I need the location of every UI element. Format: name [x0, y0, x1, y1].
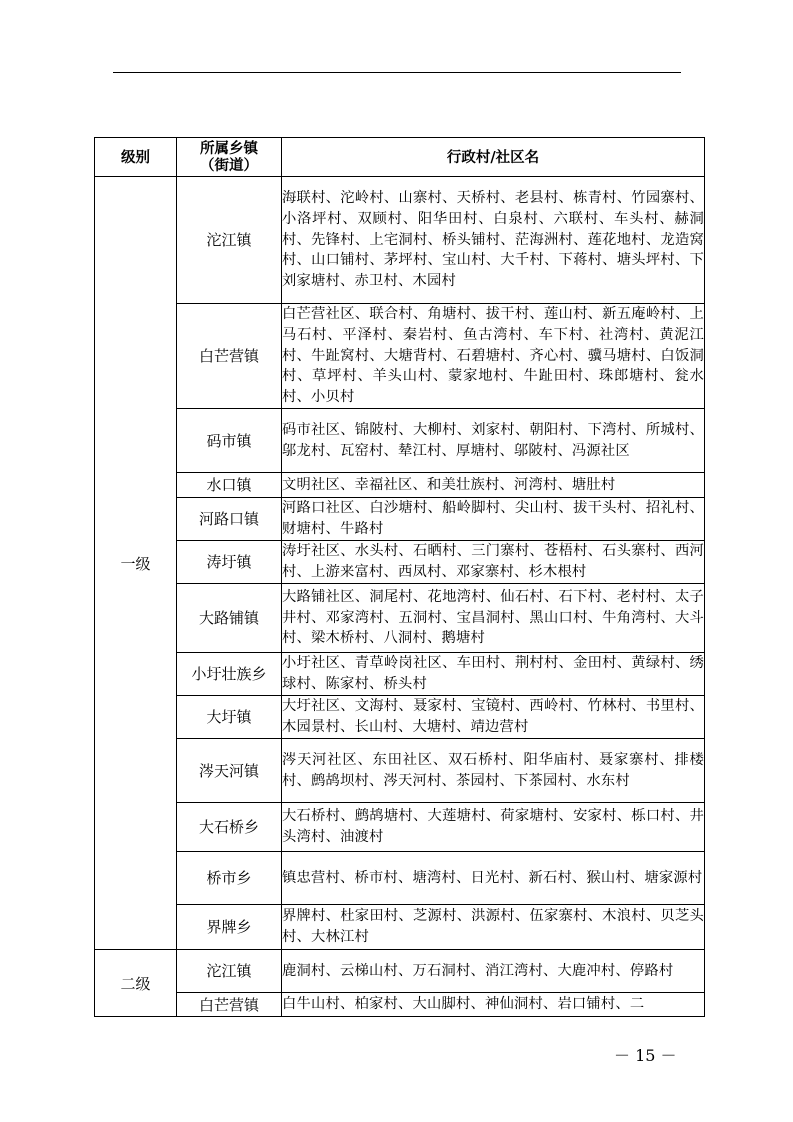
villages-cell: 大路铺社区、洞尾村、花地湾村、仙石村、石下村、老村村、太子井村、邓家湾村、五洞村、宝昌洞村、黑山口村、牛角湾村、大斗村、梁木桥村、八洞村、鹅塘村	[282, 584, 705, 653]
level-cell: 二级	[95, 950, 177, 1017]
town-cell: 河路口镇	[177, 498, 282, 541]
table-row	[95, 852, 705, 905]
villages-cell: 码市社区、锦陂村、大柳村、刘家村、朝阳村、下湾村、所城村、邬龙村、瓦窑村、辇江村、厚塘村、邬陂村、冯源社区	[282, 409, 705, 473]
villages-cell: 白芒营社区、联合村、角塘村、拔干村、莲山村、新五庵岭村、上马石村、平泽村、秦岩村、鱼古湾村、车下村、社湾村、黄泥江村、牛趾窝村、大塘背村、石碧塘村、齐心村、骥马塘村、白饭洞村、草坪村、羊头山村、蒙家地村、牛趾田村、珠郎塘村、瓮水村、小贝村	[282, 304, 705, 409]
town-cell: 沱江镇	[177, 177, 282, 304]
town-cell: 大路铺镇	[177, 584, 282, 653]
table-row	[95, 803, 705, 852]
villages-cell: 海联村、沱岭村、山寨村、天桥村、老县村、栋青村、竹园寨村、小洛坪村、双顾村、阳华田村、白泉村、六联村、车头村、赫洞村、先锋村、上宅洞村、桥头铺村、茫海洲村、莲花地村、龙造窝村、山口铺村、茅坪村、宝山村、大千村、下蒋村、塘头坪村、下刘家塘村、赤卫村、木园村	[282, 177, 705, 304]
page-number: － 15 －	[614, 1046, 677, 1065]
table-row	[95, 409, 705, 473]
villages-cell: 鹿洞村、云梯山村、万石洞村、消江湾村、大鹿冲村、停路村	[282, 950, 705, 993]
table-row	[95, 653, 705, 696]
table-row	[95, 498, 705, 541]
table-row	[95, 905, 705, 950]
villages-cell: 涔天河社区、东田社区、双石桥村、阳华庙村、聂家寨村、排楼村、鹧鸪坝村、涔天河村、茶园村、下茶园村、水东村	[282, 739, 705, 803]
level-cell: 一级	[95, 177, 177, 950]
table-row	[95, 473, 705, 498]
table-header-row	[95, 138, 705, 177]
town-cell: 界牌乡	[177, 905, 282, 950]
town-cell: 码市镇	[177, 409, 282, 473]
town-cell: 大圩镇	[177, 696, 282, 739]
villages-cell: 文明社区、幸福社区、和美壮族村、河湾村、塘肚村	[282, 473, 705, 498]
villages-cell: 大圩社区、文海村、聂家村、宝镜村、西岭村、竹林村、书里村、木园景村、长山村、大塘村、靖边营村	[282, 696, 705, 739]
town-cell: 桥市乡	[177, 852, 282, 905]
villages-cell: 小圩社区、青草岭岗社区、车田村、荆村村、金田村、黄绿村、绣球村、陈家村、桥头村	[282, 653, 705, 696]
header-villages: 行政村/社区名	[282, 138, 705, 177]
table-row	[95, 584, 705, 653]
table-row	[95, 304, 705, 409]
header-level: 级别	[95, 138, 177, 177]
villages-cell: 镇忠营村、桥市村、塘湾村、日光村、新石村、猴山村、塘家源村	[282, 852, 705, 905]
town-cell: 白芒营镇	[177, 304, 282, 409]
town-cell: 大石桥乡	[177, 803, 282, 852]
town-cell: 水口镇	[177, 473, 282, 498]
village-table	[94, 137, 705, 1017]
villages-cell: 白牛山村、柏家村、大山脚村、神仙洞村、岩口铺村、二	[282, 993, 705, 1017]
table-row	[95, 177, 705, 304]
table-row	[95, 696, 705, 739]
villages-cell: 涛圩社区、水头村、石晒村、三门寨村、苍梧村、石头寨村、西河村、上游来富村、西凤村、邓家寨村、杉木根村	[282, 541, 705, 584]
header-rule	[113, 72, 681, 73]
town-cell: 涛圩镇	[177, 541, 282, 584]
table-row	[95, 993, 705, 1017]
town-cell: 沱江镇	[177, 950, 282, 993]
town-cell: 涔天河镇	[177, 739, 282, 803]
table-row	[95, 739, 705, 803]
town-cell: 小圩壮族乡	[177, 653, 282, 696]
villages-cell: 大石桥村、鹧鸪塘村、大莲塘村、荷家塘村、安家村、栎口村、井头湾村、油渡村	[282, 803, 705, 852]
table-row	[95, 541, 705, 584]
villages-cell: 界牌村、杜家田村、芝源村、洪源村、伍家寨村、木浪村、贝芝头村、大林江村	[282, 905, 705, 950]
table-row	[95, 950, 705, 993]
header-town: 所属乡镇 （街道）	[177, 138, 282, 177]
town-cell: 白芒营镇	[177, 993, 282, 1017]
villages-cell: 河路口社区、白沙塘村、船岭脚村、尖山村、拔干头村、招礼村、财塘村、牛路村	[282, 498, 705, 541]
